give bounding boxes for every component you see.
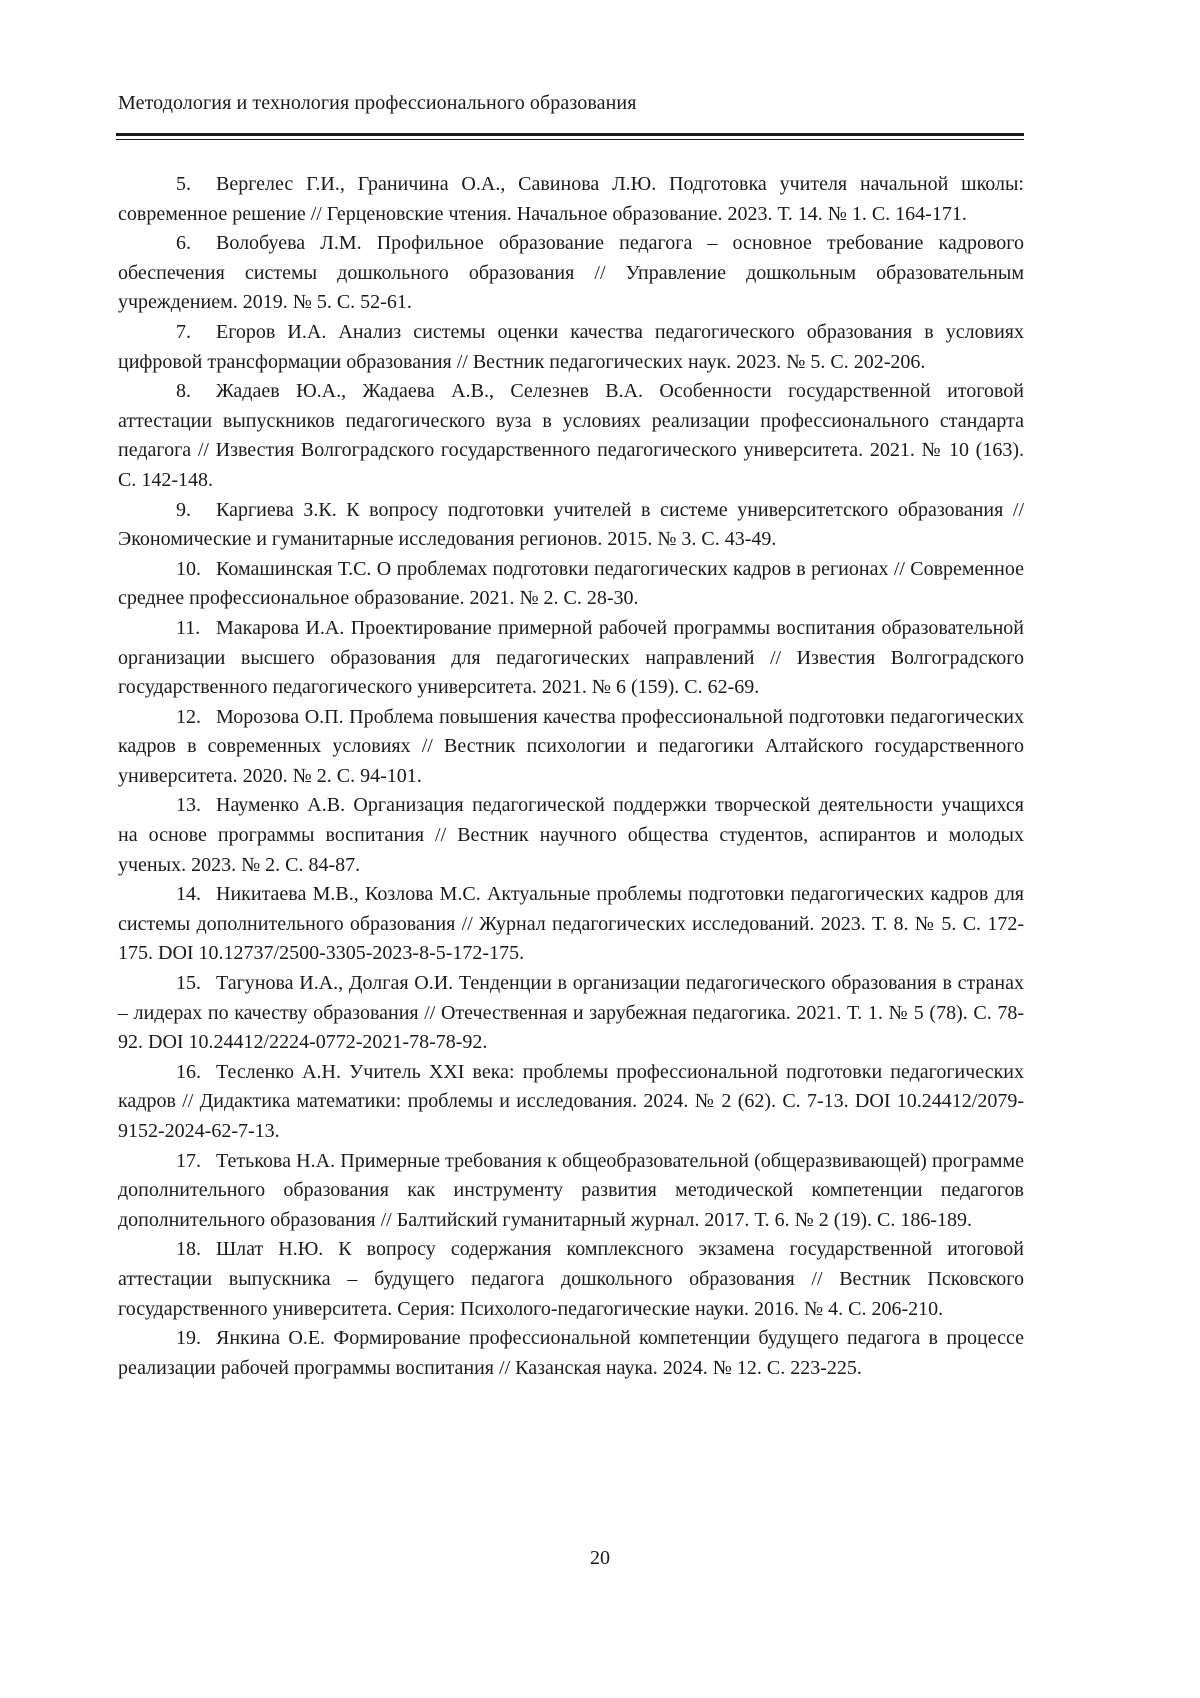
reference-text: Никитаева М.В., Козлова М.С. Актуальные проблемы подготовки педагогических кадров для системы дополнительного образования // Журнал педагогических исследований. 2023. Т. 8. № 5. С. 172-175. DOI 10.12737/2500-3305-2023-8-5-172-175. (118, 883, 1024, 965)
header-rule-thin (116, 139, 1024, 140)
reference-number: 11. (176, 616, 201, 639)
reference-text: Вергелес Г.И., Граничина О.А., Савинова Л.Ю. Подготовка учителя начальной школы: современное решение // Герценовские чтения. Начальное образование. 2023. Т. 14. № 1. С. 164-171. (118, 173, 1024, 225)
reference-text: Егоров И.А. Анализ системы оценки качества педагогического образования в условиях цифровой трансформации образования // Вестник педагогических наук. 2023. № 5. С. 202-206. (118, 320, 1024, 373)
reference-item (118, 1324, 1024, 1383)
reference-number: 7. (176, 320, 191, 343)
reference-text: Макарова И.А. Проектирование примерной рабочей программы воспитания образовательной организации высшего образования для педагогических направлений // Известия Волгоградского государственного педагогического университета. 2021. № 6 (159). С. 62-69. (118, 616, 1024, 699)
reference-item (118, 318, 1024, 377)
reference-text: Тагунова И.А., Долгая О.И. Тенденции в организации педагогического образования в странах – лидерах по качеству образования // Отечественная и зарубежная педагогика. 2021. Т. 1. № 5 (78). С. 78-92. DOI 10.24412/2224-0772-2021-78-78-92. (118, 972, 1024, 1054)
running-header: Методология и технология профессионального образования (118, 92, 637, 114)
page-number: 20 (590, 1547, 610, 1569)
reference-number: 6. (176, 232, 191, 255)
reference-item (118, 229, 1024, 318)
reference-item (118, 496, 1024, 555)
reference-number: 16. (176, 1060, 201, 1083)
reference-text: Тесленко А.Н. Учитель XXI века: проблемы профессиональной подготовки педагогических кадров // Дидактика математики: проблемы и исследования. 2024. № 2 (62). С. 7-13. DOI 10.24412/2079-9152-2024-62-7-13. (118, 1060, 1024, 1142)
reference-text: Тетькова Н.А. Примерные требования к общеобразовательной (общеразвивающей) программе дополнительного образования как инструменту развития методической компетенции педагогов дополнительного образования // Балтийский гуманитарный журнал. 2017. Т. 6. № 2 (19). С. 186-189. (118, 1149, 1024, 1231)
reference-number: 15. (176, 972, 201, 995)
reference-text: Жадаев Ю.А., Жадаева А.В., Селезнев В.А. Особенности государственной итоговой аттестации выпускников педагогического вуза в условиях реализации профессионального стандарта педагога // Известия Волгоградского государственного педагогического университета. 2021. № 10 (163). С. 142-148. (118, 380, 1024, 491)
reference-text: Морозова О.П. Проблема повышения качества профессиональной подготовки педагогических кадров в современных условиях // Вестник психологии и педагогики Алтайского государственного университета. 2020. № 2. С. 94-101. (118, 705, 1024, 787)
reference-item (118, 555, 1024, 614)
reference-number: 19. (176, 1327, 201, 1350)
reference-item (118, 377, 1024, 495)
reference-number: 14. (176, 883, 201, 906)
reference-number: 12. (176, 705, 201, 728)
reference-text: Шлат Н.Ю. К вопросу содержания комплексного экзамена государственной итоговой аттестации выпускника – будущего педагога дошкольного образования // Вестник Псковского государственного университета. Серия: Психолого-педагогические науки. 2016. № 4. С. 206-210. (118, 1238, 1024, 1320)
reference-item (118, 614, 1024, 703)
reference-text: Комашинская Т.С. О проблемах подготовки педагогических кадров в регионах // Современное среднее профессиональное образование. 2021. № 2. С. 28-30. (118, 557, 1024, 610)
reference-number: 10. (176, 557, 201, 580)
reference-item (118, 703, 1024, 792)
reference-item (118, 1058, 1024, 1147)
header-rule-thick (116, 133, 1024, 136)
reference-text: Науменко А.В. Организация педагогической поддержки творческой деятельности учащихся на основе программы воспитания // Вестник научного общества студентов, аспирантов и молодых ученых. 2023. № 2. С. 84-87. (118, 794, 1024, 876)
reference-text: Волобуева Л.М. Профильное образование педагога – основное требование кадрового обеспечения системы дошкольного образования // Управление дошкольным образовательным учреждением. 2019. № 5. С. 52-61. (118, 232, 1024, 314)
reference-text: Каргиева З.К. К вопросу подготовки учителей в системе университетского образования // Экономические и гуманитарные исследования регионов. 2015. № 3. С. 43-49. (118, 498, 1024, 551)
reference-item (118, 1235, 1024, 1324)
reference-item (118, 969, 1024, 1058)
reference-item (118, 1147, 1024, 1236)
reference-number: 13. (176, 794, 201, 817)
reference-number: 9. (176, 498, 191, 521)
reference-item (118, 791, 1024, 880)
reference-item (118, 880, 1024, 969)
reference-text: Янкина О.Е. Формирование профессиональной компетенции будущего педагога в процессе реализации рабочей программы воспитания // Казанская наука. 2024. № 12. С. 223-225. (118, 1327, 1024, 1379)
reference-number: 8. (176, 380, 191, 403)
reference-number: 5. (176, 173, 191, 195)
reference-number: 18. (176, 1238, 201, 1261)
reference-number: 17. (176, 1149, 201, 1172)
reference-list (118, 170, 1024, 1383)
reference-item (118, 170, 1024, 229)
